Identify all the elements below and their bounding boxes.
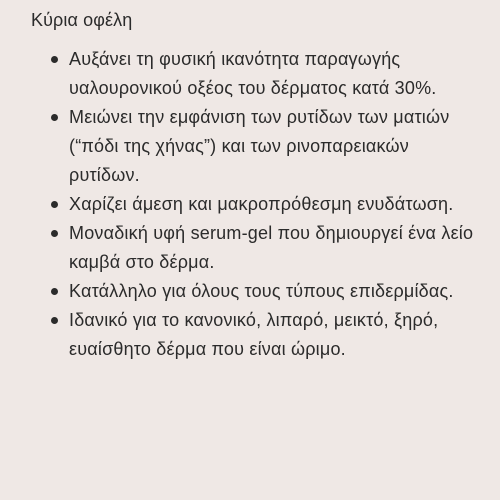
bullet-icon — [51, 201, 58, 208]
bullet-icon — [51, 230, 58, 237]
benefit-item — [51, 277, 474, 306]
bullet-icon — [51, 317, 58, 324]
section-heading: Κύρια οφέλη — [31, 10, 133, 30]
benefit-text: Κατάλληλο για όλους τους τύπους επιδερμίδας. — [69, 281, 454, 301]
benefit-text: Αυξάνει τη φυσική ικανότητα παραγωγής υαλουρονικού οξέος του δέρματος κατά 30%. — [69, 49, 437, 98]
benefit-text: Ιδανικό για το κανονικό, λιπαρό, μεικτό, ξηρό, ευαίσθητο δέρμα που είναι ώριμο. — [69, 310, 439, 359]
benefit-text: Μοναδική υφή serum-gel που δημιουργεί ένα λείο καμβά στο δέρμα. — [69, 223, 474, 272]
benefit-item — [51, 306, 474, 364]
benefits-list — [31, 45, 474, 364]
benefit-item — [51, 219, 474, 277]
benefit-item — [51, 103, 474, 190]
benefit-text: Μειώνει την εμφάνιση των ρυτίδων των ματιών (“πόδι της χήνας”) και των ρινοπαρειακών ρυτίδων. — [69, 107, 450, 185]
bullet-icon — [51, 56, 58, 63]
benefit-item — [51, 190, 474, 219]
benefit-item — [51, 45, 474, 103]
benefit-text: Χαρίζει άμεση και μακροπρόθεσμη ενυδάτωση. — [69, 194, 454, 214]
bullet-icon — [51, 288, 58, 295]
bullet-icon — [51, 114, 58, 121]
